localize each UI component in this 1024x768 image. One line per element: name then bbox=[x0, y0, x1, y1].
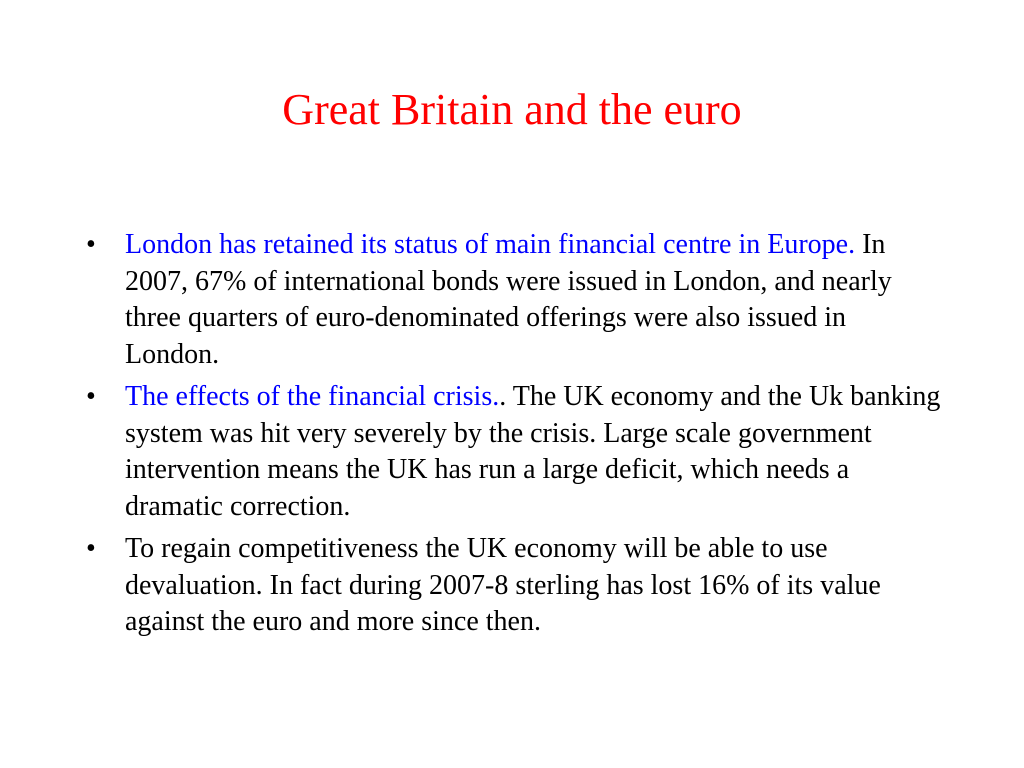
bullet-body-text: In 2007, 67% of international bonds were issued in London, and nearly three quarters of euro-denominated offerings were also issued in London. bbox=[125, 229, 892, 370]
bullet-item bbox=[86, 227, 946, 373]
bullet-body-text: To regain competitiveness the UK economy will be able to use devaluation. In fact during 2007-8 sterling has lost 16% of its value against the euro and more since then. bbox=[125, 533, 881, 637]
bullet-body-text: . The UK economy and the Uk banking system was hit very severely by the crisis. Large scale government intervention means the UK has run a large deficit, which needs a dramatic correction. bbox=[125, 381, 941, 522]
bullet-marker: • bbox=[86, 533, 96, 564]
slide-title: Great Britain and the euro bbox=[282, 85, 742, 134]
bullet-list bbox=[86, 227, 946, 647]
bullet-marker: • bbox=[86, 381, 96, 412]
bullet-item bbox=[86, 379, 946, 525]
bullet-item bbox=[86, 531, 946, 641]
bullet-highlight-text: The effects of the financial crisis. bbox=[125, 381, 500, 412]
bullet-highlight-text: London has retained its status of main financial centre in Europe. bbox=[125, 229, 856, 260]
bullet-marker: • bbox=[86, 229, 96, 260]
